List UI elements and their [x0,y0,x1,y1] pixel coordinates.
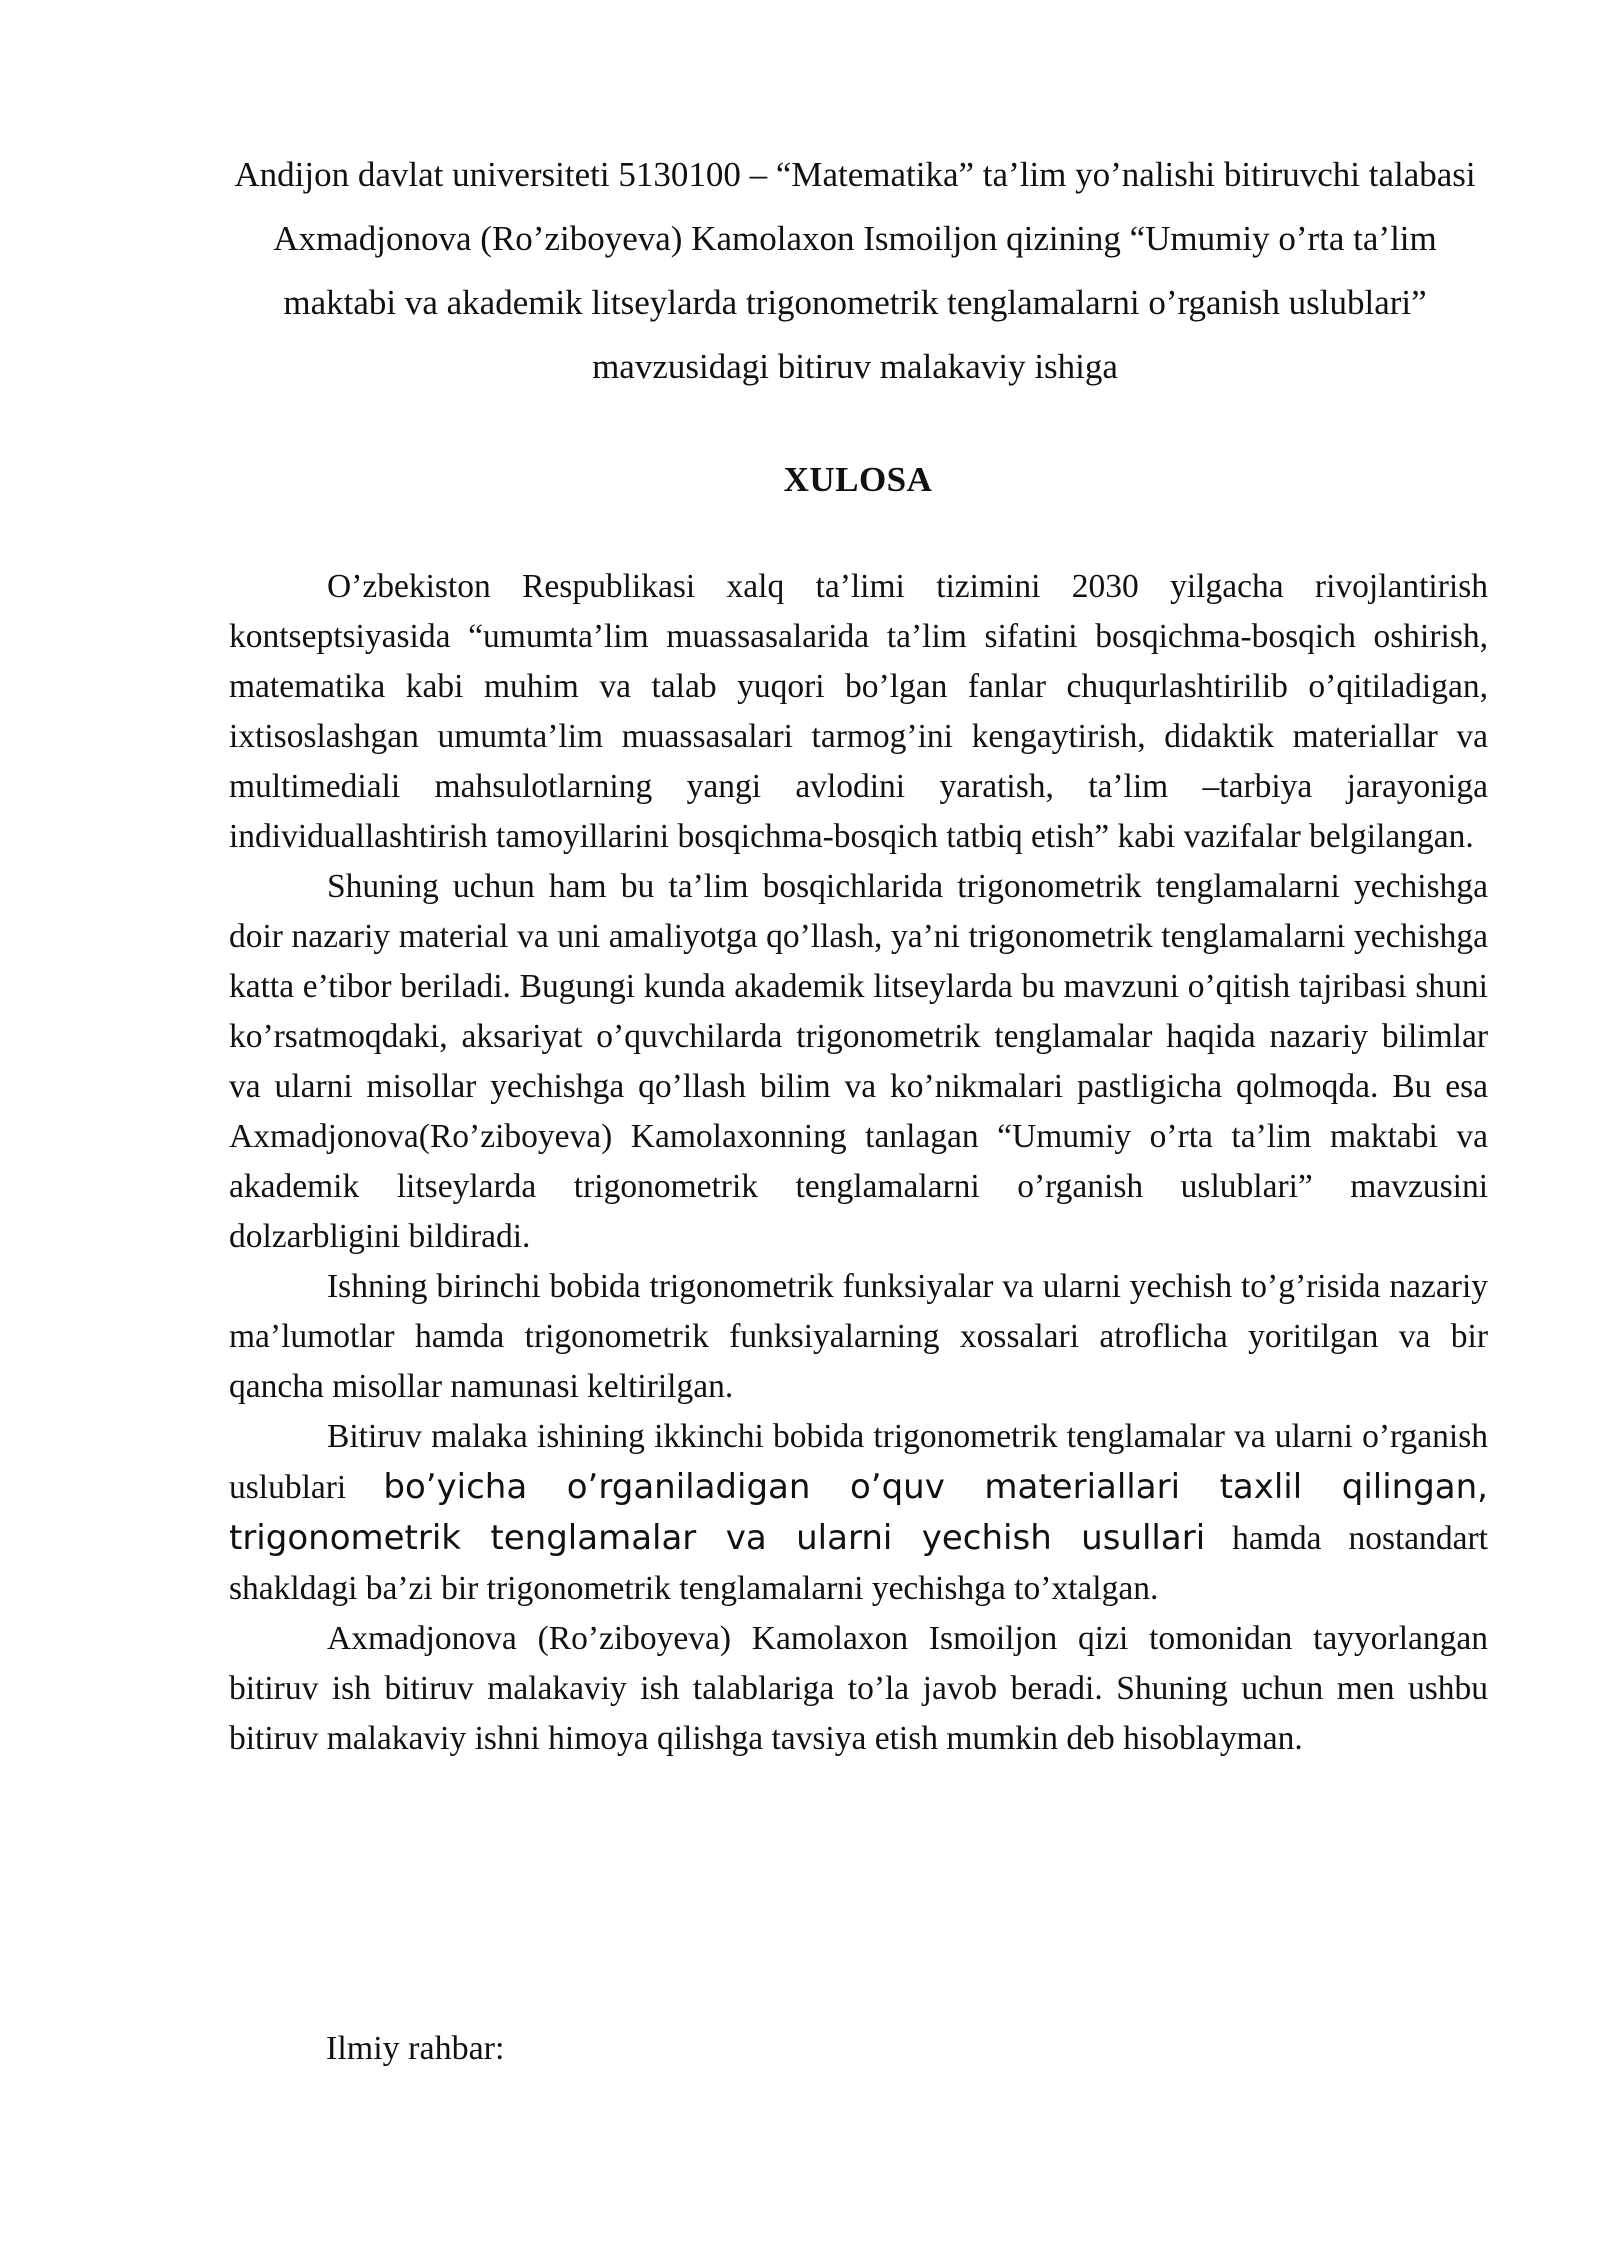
paragraph-chapter-two-start: Bitiruv malaka ishining ikkinchi bobida trigonometrik tenglamalar va ularni o’rganish uslublari [229,1418,1488,1506]
paragraph-chapter-two-end: hamda nostandart shakldagi ba’zi bir trigonometrik tenglamalarni yechishga to’xtalgan. [229,1520,1488,1607]
supervisor-signature-label: Ilmiy rahbar: [326,2030,505,2067]
paragraph-relevance: Shuning uchun ham bu ta’lim bosqichlarida trigonometrik tenglamalarni yechishga doir nazariy material va uni amaliyotga qo’llash, ya’ni trigonometrik tenglamalarni yechishga katta e’tibor beriladi. Bugungi kunda akademik litseylarda bu mavzuni o’qitish tajribasi shuni ko’rsatmoqdaki, aksariyat o’quvchilarda trigonometrik tenglamalar haqida nazariy bilimlar va ularni misollar yechishga qo’llash bilim va ko’nikmalari pastligicha qolmoqda. Bu esa Axmadjonova(Ro’ziboyeva) Kamolaxonning tanlagan “Umumiy o’rta ta’lim maktabi va akademik litseylarda trigonometrik tenglamalarni o’rganish uslublari” mavzusini dolzarbligini bildiradi. [229,868,1488,1255]
paragraph-chapter-two-sans-run: bo’yicha o’rganiladigan o’quv materiallari taxlil qilingan, trigonometrik tenglamalar va ularni yechish usullari [229,1467,1488,1558]
paragraph-concept: O’zbekiston Respublikasi xalq ta’limi tizimini 2030 yilgacha rivojlantirish kontseptsiyasida “umumta’lim muassasalarida ta’lim sifatini bosqichma-bosqich oshirish, matematika kabi muhim va talab yuqori bo’lgan fanlar chuqurlashtirilib o’qitiladigan, ixtisoslashgan umumta’lim muassasalari tarmog’ini kengaytirish, didaktik materiallar va multimediali mahsulotlarning yangi avlodini yaratish, ta’lim –tarbiya jarayoniga individuallashtirish tamoyillarini bosqichma-bosqich tatbiq etish” kabi vazifalar belgilangan. [229,568,1488,855]
document-title: XULOSA [783,460,933,499]
paragraph-recommendation: Axmadjonova (Ro’ziboyeva) Kamolaxon Ismoiljon qizi tomonidan tayyorlangan bitiruv ish bitiruv malakaviy ish talablariga to’la javob beradi. Shuning uchun men ushbu bitiruv malakaviy ishni himoya qilishga tavsiya etish mumkin deb hisoblayman. [229,1620,1488,1757]
paragraph-chapter-two [229,1412,1488,1614]
document-body [229,562,1488,1764]
paragraph-chapter-one: Ishning birinchi bobida trigonometrik funksiyalar va ularni yechish to’g’risida nazariy ma’lumotlar hamda trigonometrik funksiyalarning xossalari atroflicha yoritilgan va bir qancha misollar namunasi keltirilgan. [229,1268,1488,1405]
document-heading: Andijon davlat universiteti 5130100 – “Matematika” ta’lim yo’nalishi bitiruvchi talabasi Axmadjonova (Ro’ziboyeva) Kamolaxon Ismoiljon qizining “Umumiy o’rta ta’lim maktabi va akademik litseylarda trigonometrik tenglamalarni o’rganish uslublari” mavzusidagi bitiruv malakaviy ishiga [234,155,1476,386]
